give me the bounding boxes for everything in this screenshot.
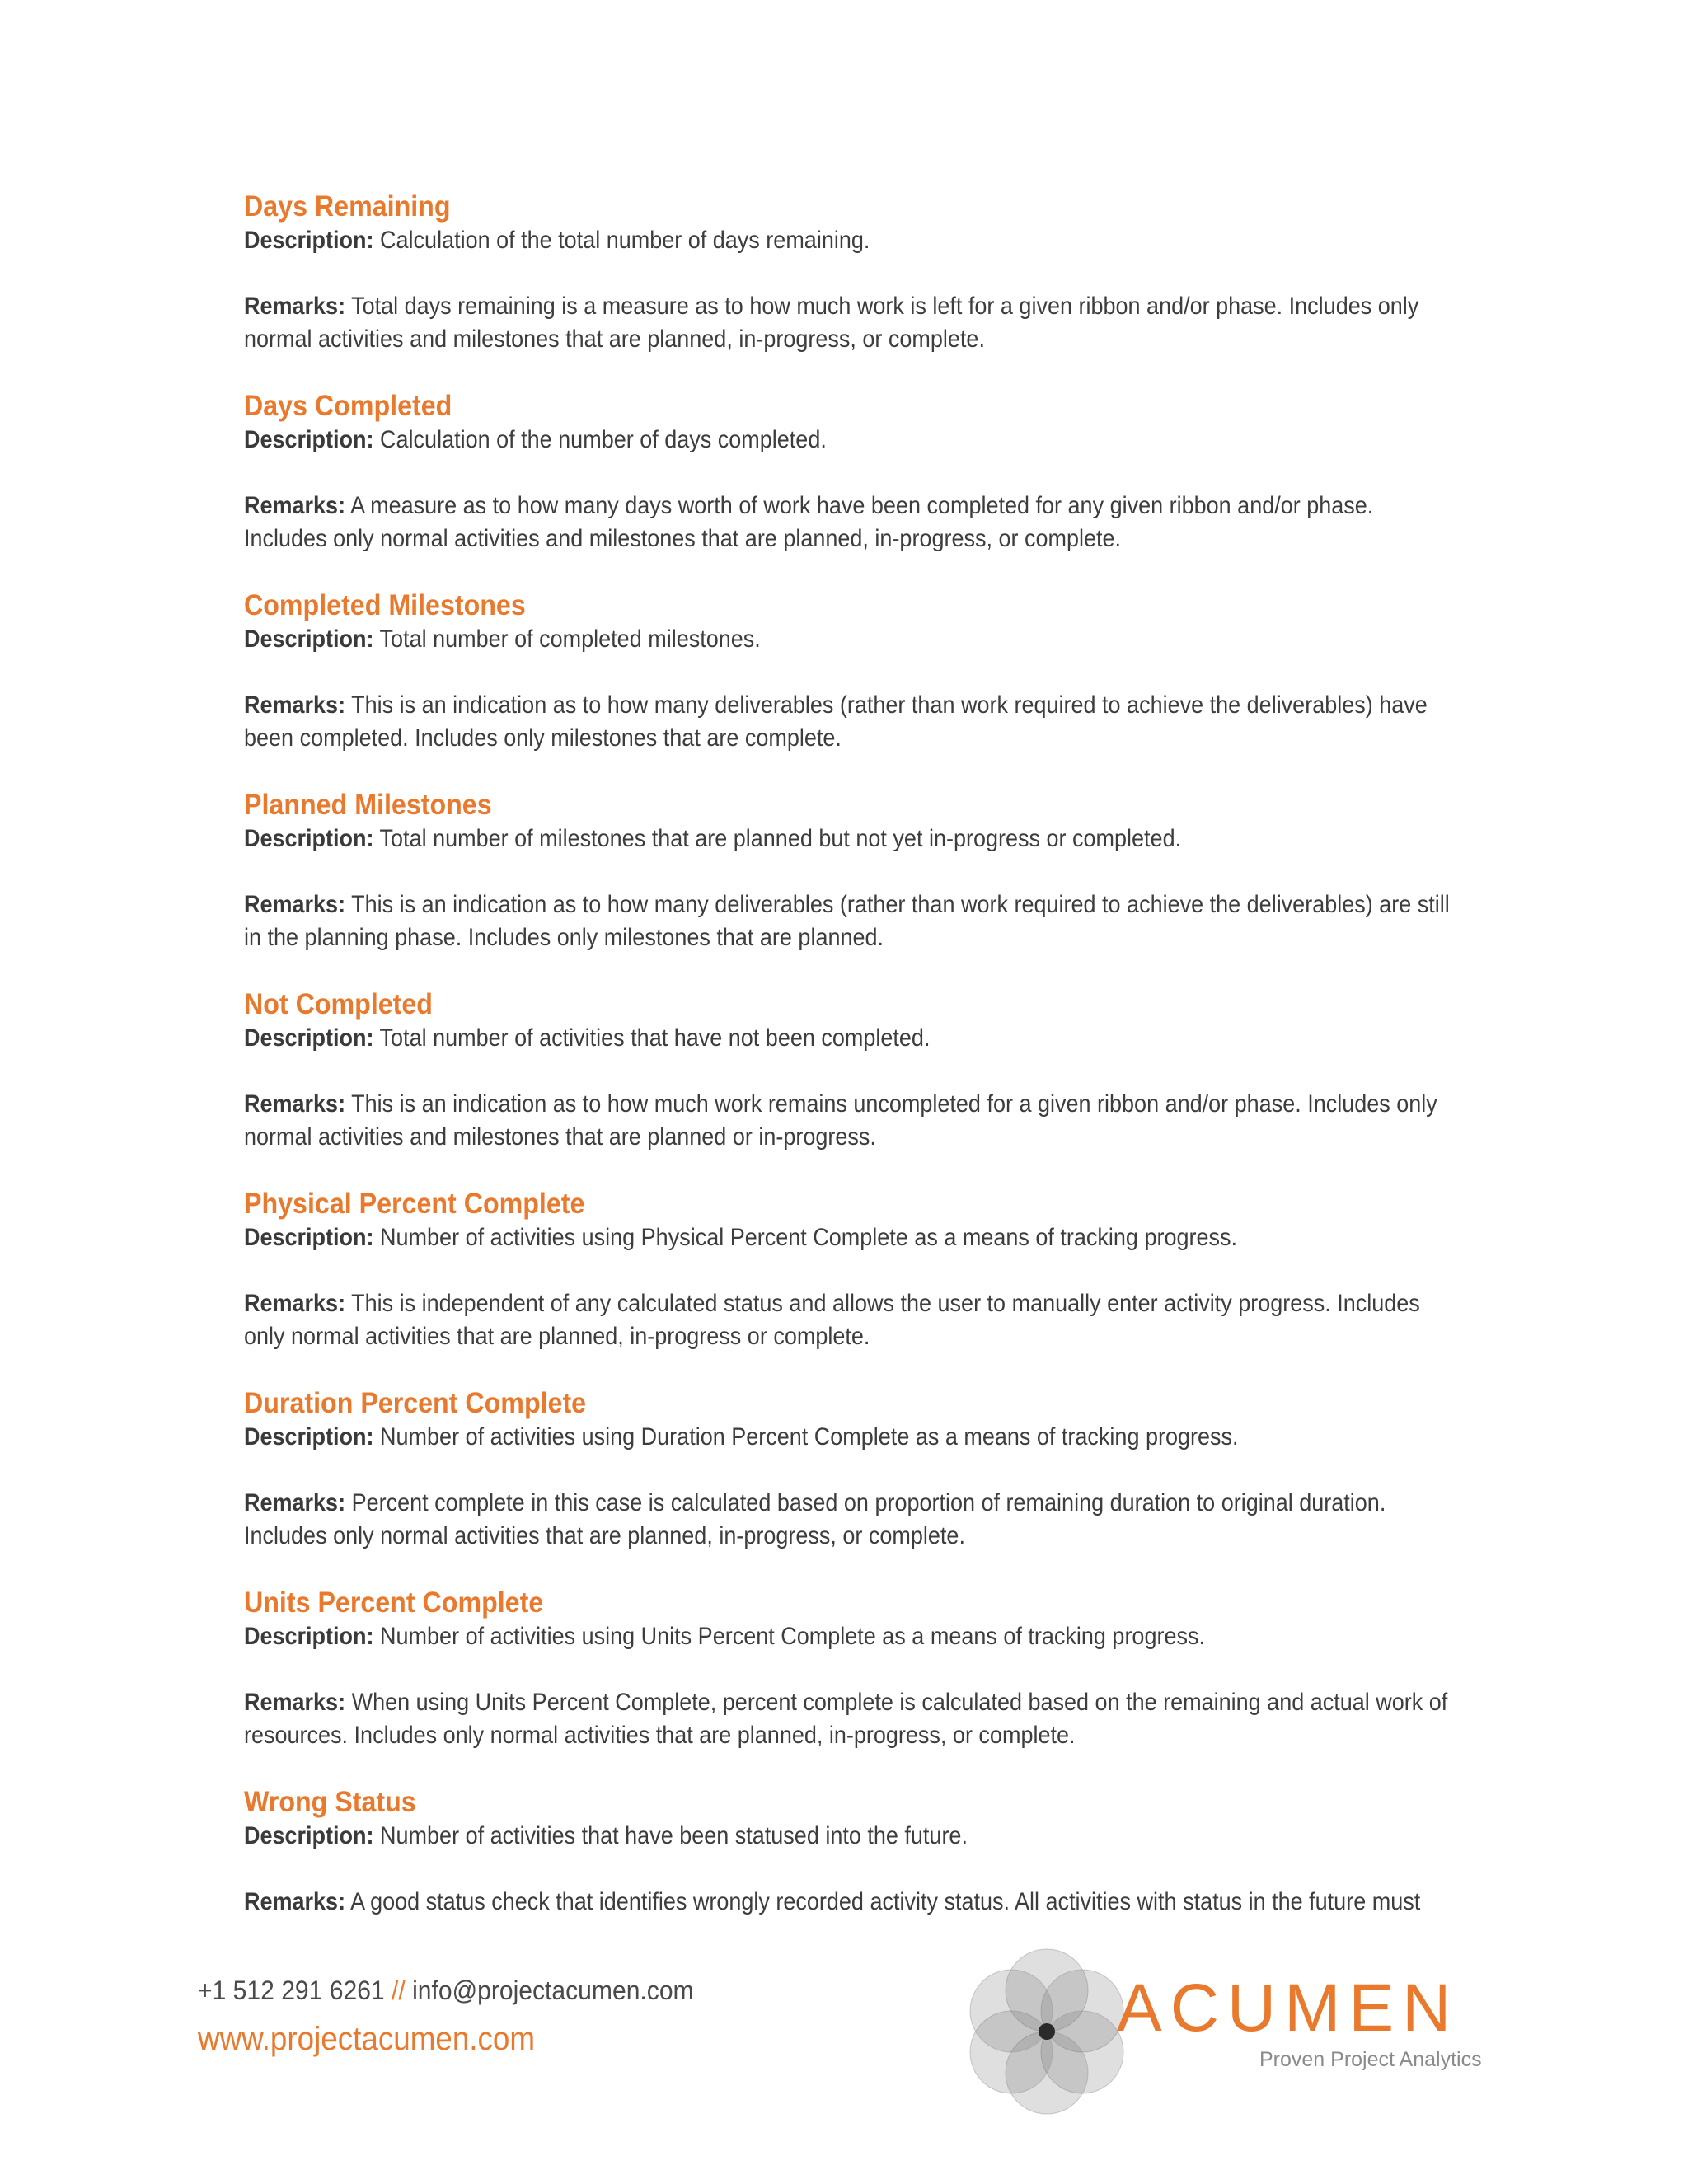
description-label: Description: — [244, 1822, 374, 1849]
section-remarks — [244, 689, 1479, 755]
remarks-line: only normal activities that are planned, in-progress or complete. — [244, 1323, 870, 1350]
description-label: Description: — [244, 1623, 374, 1650]
remarks-label: Remarks: — [244, 1888, 346, 1915]
section-title: Not Completed — [244, 988, 433, 1020]
remarks-label: Remarks: — [244, 1689, 346, 1716]
section-remarks — [244, 888, 1479, 954]
description-text: Calculation of the total number of days remaining. — [380, 227, 870, 254]
section-description — [244, 1820, 1479, 1853]
section-remarks — [244, 1686, 1479, 1752]
section-remarks — [244, 1088, 1479, 1154]
remarks-label: Remarks: — [244, 891, 346, 918]
remarks-line: been completed. Includes only milestones that are complete. — [244, 724, 842, 752]
overlapping-circles-logo-icon — [956, 1941, 1137, 2122]
remarks-line: This is an indication as to how many deliverables (rather than work required to achieve the deliverables) have — [351, 691, 1428, 719]
section-description — [244, 424, 1479, 457]
remarks-line: Total days remaining is a measure as to how much work is left for a given ribbon and/or phase. Includes only — [351, 293, 1419, 320]
section-title: Units Percent Complete — [244, 1586, 544, 1619]
logo-tagline: Proven Project Analytics — [1259, 2048, 1482, 2071]
section-description — [244, 823, 1479, 855]
remarks-line: This is independent of any calculated status and allows the user to manually enter activity progress. Includes — [351, 1290, 1420, 1317]
description-text: Number of activities using Duration Percent Complete as a means of tracking progress. — [380, 1423, 1239, 1451]
section-planned-milestones — [244, 788, 1480, 954]
remarks-line: resources. Includes only normal activities that are planned, in-progress, or complete. — [244, 1722, 1076, 1749]
section-title: Duration Percent Complete — [244, 1387, 587, 1419]
section-description — [244, 1221, 1479, 1254]
description-text: Number of activities that have been statused into the future. — [380, 1822, 968, 1849]
remarks-line: This is an indication as to how many deliverables (rather than work required to achieve the deliverables) are still — [351, 891, 1450, 918]
section-not-completed — [244, 987, 1480, 1154]
remarks-line: Percent complete in this case is calculated based on proportion of remaining duration to original duration. — [351, 1489, 1386, 1516]
remarks-line: Includes only normal activities and milestones that are planned, in-progress, or complete. — [244, 525, 1122, 552]
footer-email-link[interactable]: info@projectacumen.com — [412, 1975, 694, 2005]
remarks-line: This is an indication as to how much work remains uncompleted for a given ribbon and/or phase. Includes only — [351, 1090, 1437, 1118]
description-label: Description: — [244, 1423, 374, 1451]
remarks-label: Remarks: — [244, 492, 346, 519]
description-label: Description: — [244, 1224, 374, 1251]
description-label: Description: — [244, 1024, 374, 1052]
remarks-line: in the planning phase. Includes only milestones that are planned. — [244, 924, 884, 951]
remarks-line: normal activities and milestones that are planned or in-progress. — [244, 1123, 876, 1151]
footer-separator: // — [392, 1975, 406, 2005]
description-text: Total number of completed milestones. — [379, 626, 761, 653]
description-label: Description: — [244, 227, 374, 254]
section-title: Days Remaining — [244, 190, 451, 223]
remarks-line: When using Units Percent Complete, percent complete is calculated based on the remaining and actual work of — [351, 1689, 1448, 1716]
section-days-completed — [244, 389, 1480, 555]
section-title: Completed Milestones — [244, 589, 526, 621]
description-text: Number of activities using Units Percent Complete as a means of tracking progress. — [380, 1623, 1205, 1650]
footer-phone[interactable]: +1 512 291 6261 — [198, 1975, 385, 2005]
footer-contact — [198, 1974, 694, 2007]
description-text: Total number of milestones that are planned but not yet in-progress or completed. — [379, 825, 1182, 852]
section-remarks — [244, 1487, 1479, 1553]
remarks-label: Remarks: — [244, 293, 346, 320]
section-title: Days Completed — [244, 390, 452, 422]
remarks-line: normal activities and milestones that are planned, in-progress, or complete. — [244, 326, 985, 353]
section-remarks — [244, 290, 1479, 356]
section-duration-percent-complete — [244, 1386, 1480, 1553]
section-wrong-status — [244, 1785, 1480, 1919]
section-title: Physical Percent Complete — [244, 1188, 585, 1220]
section-description — [244, 224, 1479, 257]
remarks-label: Remarks: — [244, 1489, 346, 1516]
section-days-remaining — [244, 190, 1480, 356]
description-label: Description: — [244, 825, 374, 852]
remarks-label: Remarks: — [244, 1090, 346, 1118]
description-text: Number of activities using Physical Percent Complete as a means of tracking progress. — [380, 1224, 1238, 1251]
footer-website-link[interactable]: www.projectacumen.com — [198, 2021, 536, 2057]
description-label: Description: — [244, 626, 374, 653]
description-text: Calculation of the number of days completed. — [380, 426, 827, 453]
remarks-line: Includes only normal activities that are planned, in-progress, or complete. — [244, 1522, 965, 1549]
section-description — [244, 1421, 1479, 1454]
section-completed-milestones — [244, 588, 1480, 755]
remarks-line: A measure as to how many days worth of work have been completed for any given ribbon and/or phase. — [350, 492, 1374, 519]
description-text: Total number of activities that have not been completed. — [379, 1024, 931, 1052]
section-remarks — [244, 1886, 1479, 1919]
section-title: Wrong Status — [244, 1786, 416, 1818]
section-description — [244, 1620, 1479, 1653]
section-remarks — [244, 1287, 1479, 1353]
acumen-wordmark: ACUMEN — [1117, 1971, 1460, 2046]
glossary-content — [244, 190, 1480, 1952]
remarks-label: Remarks: — [244, 691, 346, 719]
description-label: Description: — [244, 426, 374, 453]
section-remarks — [244, 490, 1479, 555]
remarks-label: Remarks: — [244, 1290, 346, 1317]
section-description — [244, 623, 1479, 656]
section-description — [244, 1022, 1479, 1055]
section-units-percent-complete — [244, 1586, 1480, 1752]
section-physical-percent-complete — [244, 1187, 1480, 1353]
remarks-line: A good status check that identifies wrongly recorded activity status. All activities with status in the future must — [350, 1888, 1421, 1915]
section-title: Planned Milestones — [244, 789, 492, 821]
